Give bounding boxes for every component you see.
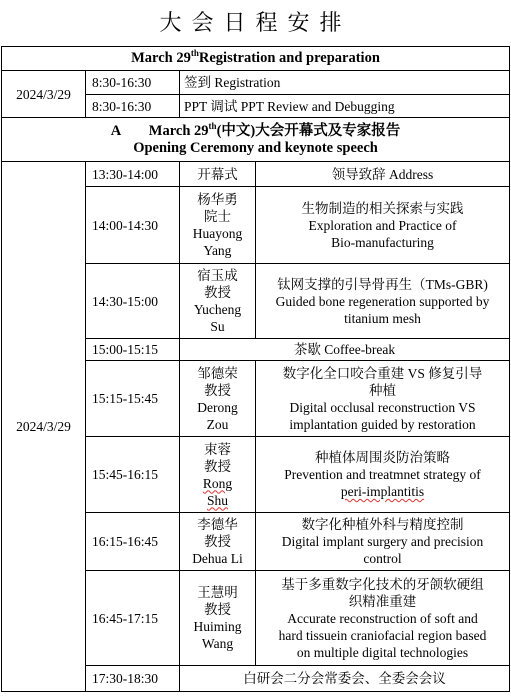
- session-time: 15:45-16:15: [86, 437, 180, 513]
- session-time: 14:00-14:30: [86, 187, 180, 264]
- opening-header-row: [2, 118, 510, 162]
- schedule-table: [1, 46, 510, 692]
- session-topic: 数字化种植外科与精度控制 Digital implant surgery and precision control: [256, 513, 510, 571]
- opening-date: 2024/3/29: [2, 162, 86, 692]
- session-speaker: 宿玉成 教授 Yucheng Su: [180, 264, 256, 339]
- opening-header: A March 29th(中文)大会开幕式及专家报告 Opening Ceremony and keynote speech: [2, 118, 510, 162]
- session-speaker: 杨华勇 院士 Huayong Yang: [180, 187, 256, 264]
- session-time: 13:30-14:00: [86, 162, 180, 187]
- session-time: 14:30-15:00: [86, 264, 180, 339]
- session-speaker: 束蓉 教授 Rong Shu: [180, 437, 256, 513]
- session-time: 16:45-17:15: [86, 571, 180, 666]
- registration-text: 签到 Registration: [180, 71, 510, 95]
- session-speaker: 开幕式: [180, 162, 256, 187]
- session-speaker: 王慧明 教授 Huiming Wang: [180, 571, 256, 666]
- session-topic: 种植体周围炎防治策略 Prevention and treatmnet strategy of peri-implantitis: [256, 437, 510, 513]
- session-topic: 基于多重数字化技术的牙颌软硬组 织精准重建 Accurate reconstruction of soft and hard tissuein craniofacial region based on multiple digital technologies: [256, 571, 510, 666]
- ppt-text: PPT 调试 PPT Review and Debugging: [180, 95, 510, 118]
- registration-date: 2024/3/29: [2, 71, 86, 118]
- session-time: 15:00-15:15: [86, 339, 180, 361]
- session-time: 16:15-16:45: [86, 513, 180, 571]
- ppt-time: 8:30-16:30: [86, 95, 180, 118]
- section-letter: A: [110, 122, 122, 139]
- session-row: [2, 162, 510, 187]
- committee-meeting: 白研会二分会常委会、全委会会议: [180, 666, 510, 692]
- session-speaker: 邹德荣 教授 Derong Zou: [180, 361, 256, 437]
- registration-header-row: [2, 47, 510, 71]
- session-time: 15:15-15:45: [86, 361, 180, 437]
- page-title: 大会日程安排: [159, 10, 352, 35]
- registration-header: March 29thRegistration and preparation: [2, 47, 510, 71]
- coffee-break: 茶歇 Coffee-break: [180, 339, 510, 361]
- session-topic: 生物制造的相关探索与实践 Exploration and Practice of Bio-manufacturing: [256, 187, 510, 264]
- session-topic: 钛网支撑的引导骨再生（TMs-GBR) Guided bone regeneration supported by titanium mesh: [256, 264, 510, 339]
- session-topic: 领导致辞 Address: [256, 162, 510, 187]
- registration-time: 8:30-16:30: [86, 71, 180, 95]
- session-speaker: 李德华 教授 Dehua Li: [180, 513, 256, 571]
- session-topic: 数字化全口咬合重建 VS 修复引导 种植 Digital occlusal reconstruction VS implantation guided by restoration: [256, 361, 510, 437]
- session-time: 17:30-18:30: [86, 666, 180, 692]
- opening-subtitle: Opening Ceremony and keynote speech: [133, 139, 378, 156]
- registration-row: [2, 71, 510, 95]
